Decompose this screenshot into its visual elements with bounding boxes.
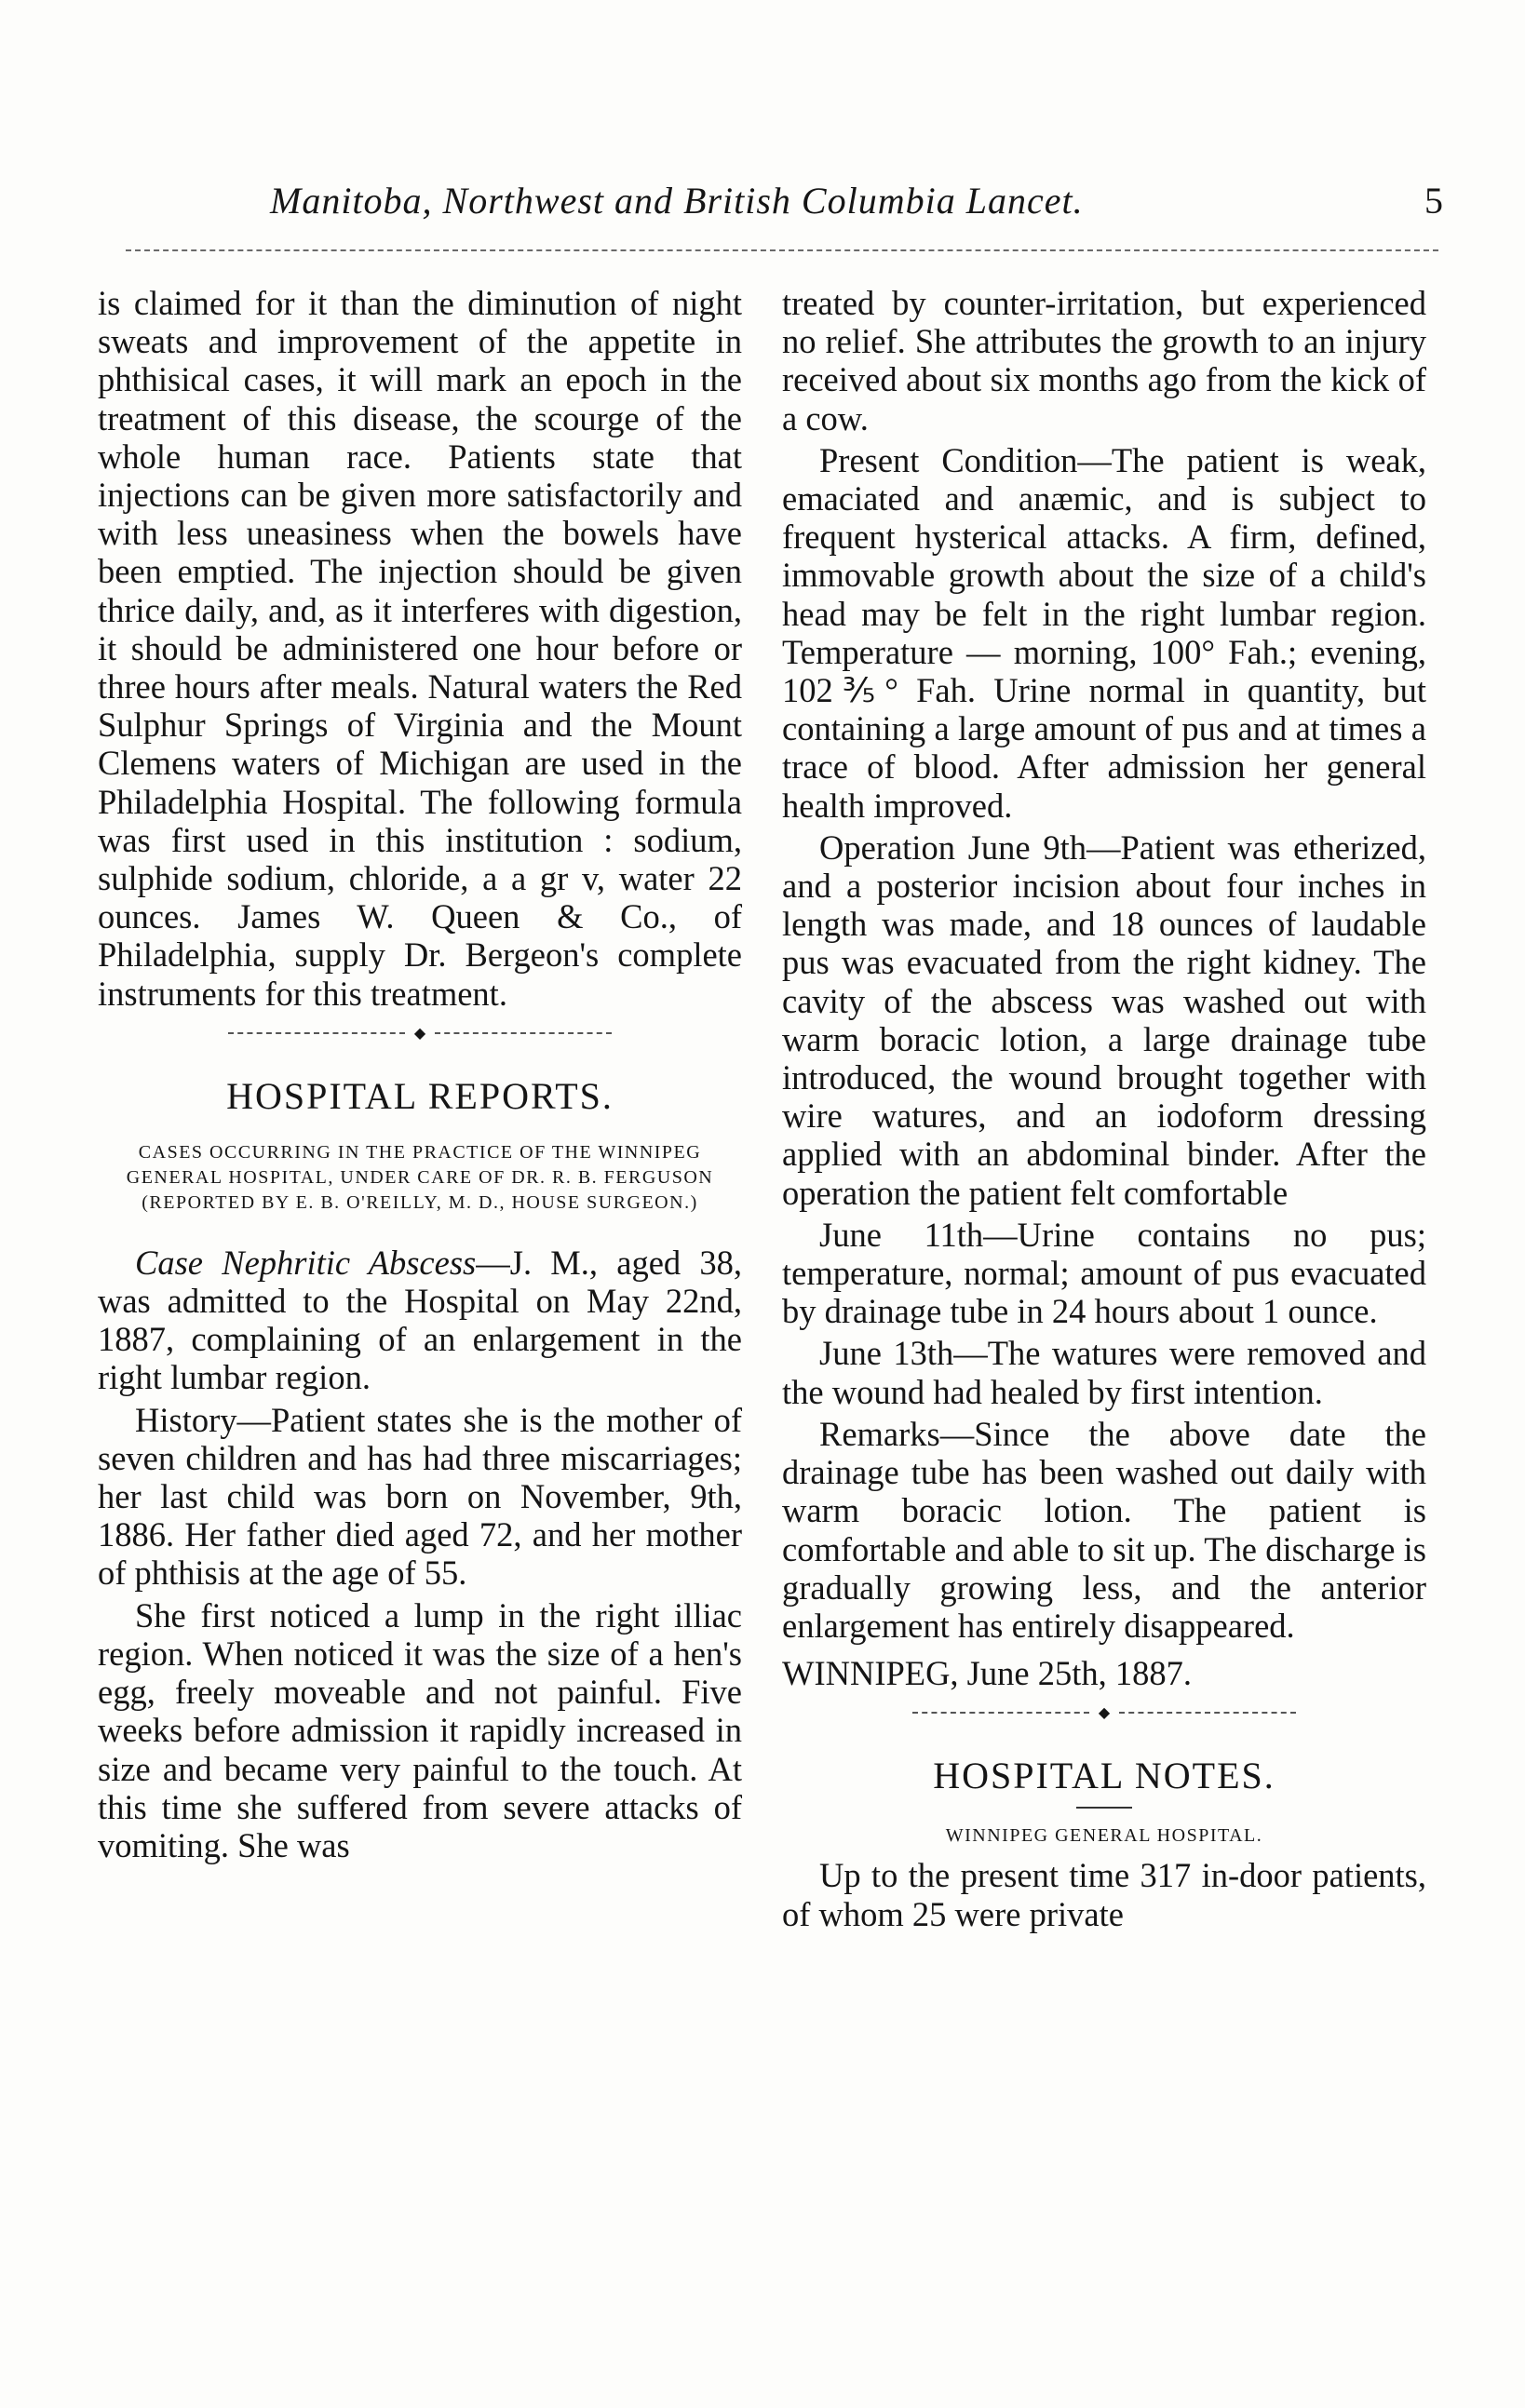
notes-paragraph: Up to the present time 317 in-door patients, of whom 25 were private — [782, 1856, 1426, 1933]
notes-subhead: WINNIPEG GENERAL HOSPITAL. — [945, 1825, 1263, 1847]
dateline: WINNIPEG, June 25th, 1887. — [782, 1654, 1192, 1693]
separator-line — [1119, 1712, 1296, 1714]
continued-paragraph: treated by counter-irritation, but experienced no relief. She attributes the growth to an injury received about six months ago from the kick of a cow. — [782, 284, 1426, 437]
operation-paragraph: Operation June 9th—Patient was etherized, and a posterior incision about four inches in length was made, and 18 ounces of laudable pus was evacuated from the right kidney. The cavity of the abscess was washed out with warm boracic lotion, a large drainage tube introduced, the wound brought together with wire watures, and an iodoform dressing applied with an abdominal binder. After the operation the patient felt comfortable — [782, 827, 1426, 1212]
section-separator — [98, 1024, 742, 1056]
onset-paragraph: She first noticed a lump in the right illiac region. When noticed it was the size of a hen's egg, freely moveable and not painful. Five weeks before admission it rapidly increased in size and became very painful to the touch. At this time she suffered from severe attacks of vomiting. She was — [98, 1595, 742, 1864]
continued-paragraph: is claimed for it than the diminution of night sweats and improvement of the appetite in phthisical cases, it will mark an epoch in the treatment of this disease, the scourge of the whole human race. Patients state that injections can be given more satisfactorily and with less uneasiness when the bowels have been emptied. The injection should be given thrice daily, and, as it interferes with digestion, it should be administered one hour before or three hours after meals. Natural waters the Red Sulphur Springs of Virginia and the Mount Clemens waters of Michigan are used in the Philadelphia Hospital. The following formula was first used in this institution : sodium, sulphide sodium, chloride, a a gr v, water 22 ounces. James W. Queen & Co., of Philadelphia, supply Dr. Bergeon's complete instruments for this treatment. — [98, 284, 742, 1013]
left-column — [98, 284, 742, 1864]
page-number: 5 — [1424, 180, 1443, 222]
separator-line — [912, 1712, 1089, 1714]
ornament-icon: ◆ — [413, 1025, 426, 1042]
case-intro: —J. M., aged 38, was admitted to the Hospital on May 22nd, 1887, complaining of an enlargement in the right lumbar region. — [98, 1243, 743, 1397]
notes-title: HOSPITAL NOTES. — [933, 1755, 1275, 1797]
running-title: Manitoba, Northwest and British Columbia Lancet. — [270, 180, 1084, 222]
remarks-paragraph: Remarks—Since the above date the drainage tube has been washed out daily with warm boracic lotion. The patient is comfortable and able to sit up. The discharge is gradually growing less, and the anterior enlargement has entirely disappeared. — [782, 1414, 1426, 1645]
ornament-icon: ◆ — [1098, 1705, 1111, 1722]
case-paragraph — [98, 1244, 742, 1397]
june-13-paragraph: June 13th—The watures were removed and the wound had healed by first intention. — [782, 1334, 1426, 1411]
header-rule — [126, 249, 1438, 251]
history-paragraph: History—Patient states she is the mother of seven children and has had three miscarriages; her last child was born on November, 9th, 1886. Her father died aged 72, and her mother of phthisis at the age of 55. — [98, 1400, 742, 1593]
june-11-paragraph: June 11th—Urine contains no pus; temperature, normal; amount of pus evacuated by drainage tube in 24 hours about 1 ounce. — [782, 1215, 1426, 1331]
separator-line — [435, 1032, 612, 1034]
present-condition-paragraph: Present Condition—The patient is weak, emaciated and anæmic, and is subject to frequent hysterical attacks. A firm, defined, immovable growth about the size of a child's head may be felt in the right lumbar region. Temperature — morning, 100° Fah.; evening, 102⅗° Fah. Urine normal in quantity, but containing a large amount of pus and at times a trace of blood. After admission her general health improved. — [782, 440, 1426, 825]
page-header — [270, 179, 1443, 235]
section-caption: CASES OCCURRING IN THE PRACTICE OF THE WINNIPEG GENERAL HOSPITAL, UNDER CARE OF DR. R. B. FERGUSON (REPORTED BY E. B. O'REILLY, M. D., HOUSE SURGEON.) — [126, 1141, 714, 1213]
section-separator — [782, 1703, 1426, 1735]
right-column — [782, 284, 1426, 1933]
title-underline — [1076, 1807, 1132, 1809]
section-title: HOSPITAL REPORTS. — [226, 1074, 614, 1117]
case-label: Case Nephritic Abscess — [135, 1243, 477, 1282]
separator-line — [228, 1032, 405, 1034]
